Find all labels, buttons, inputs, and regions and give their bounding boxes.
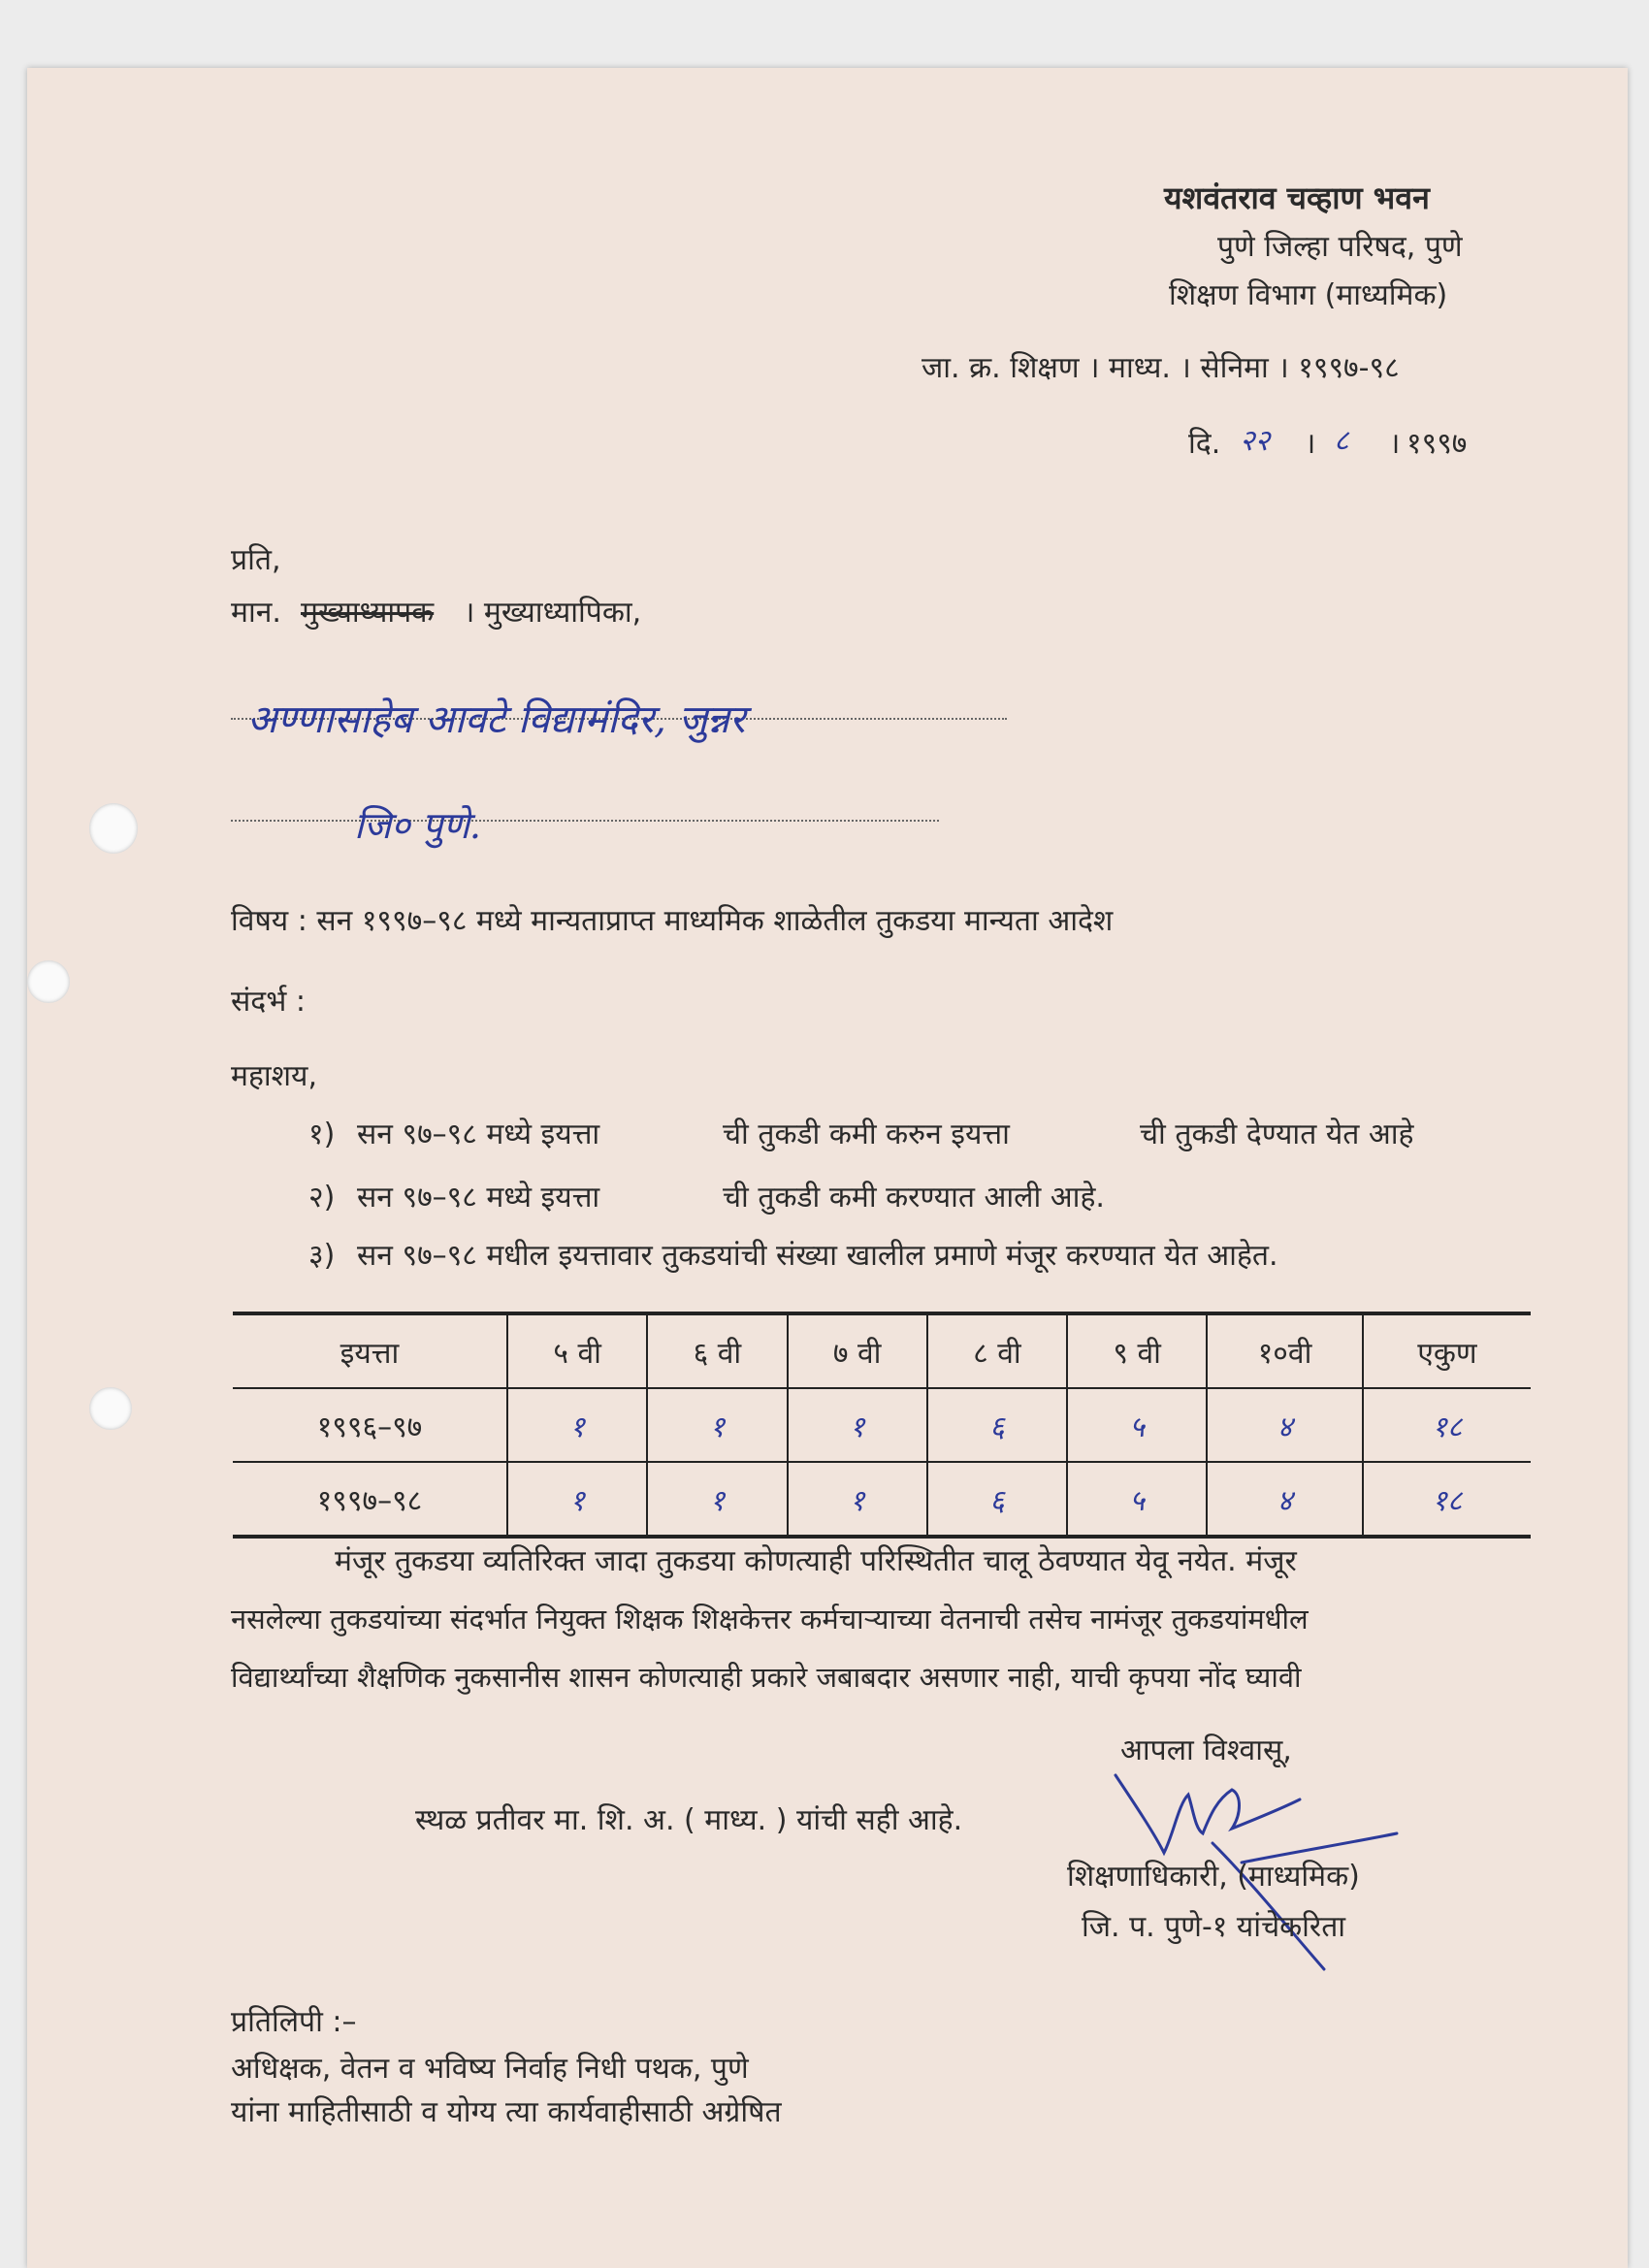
cell-value: १	[507, 1388, 647, 1462]
greeting: महाशय,	[231, 1059, 317, 1093]
punch-hole-bottom	[89, 1387, 132, 1430]
office-department: शिक्षण विभाग (माध्यमिक)	[1169, 278, 1448, 312]
date-year: १९९७	[1406, 427, 1468, 461]
header-8th: ८ वी	[927, 1313, 1067, 1388]
cell-value: ६	[927, 1462, 1067, 1537]
date-sep-1: ।	[1305, 427, 1316, 461]
header-9th: ९ वी	[1067, 1313, 1207, 1388]
table-row	[233, 1388, 1531, 1462]
date-prefix: दि.	[1188, 427, 1221, 461]
point-2-b: ची तुकडी कमी करण्यात आली आहे.	[723, 1181, 1105, 1215]
header-5th: ५ वी	[507, 1313, 647, 1388]
header-6th: ६ वी	[647, 1313, 787, 1388]
place-note: स्थळ प्रतीवर मा. शि. अ. ( माध्य. ) यांची सही आहे.	[415, 1803, 963, 1837]
header-standard: इयत्ता	[233, 1313, 507, 1388]
copy-line-1: अधिक्षक, वेतन व भविष्य निर्वाह निधी पथक, पुणे	[231, 2052, 749, 2086]
copy-heading: प्रतिलिपी :–	[231, 2005, 357, 2039]
school-district: जि० पुणे.	[354, 804, 482, 847]
cell-value: १	[788, 1388, 927, 1462]
copy-line-2: यांना माहितीसाठी व योग्य त्या कार्यवाहीसाठी अग्रेषित	[231, 2095, 782, 2129]
row-year: १९९७–९८	[316, 1483, 423, 1518]
salutation-prefix: मान.	[231, 596, 281, 630]
cell-value: ४	[1207, 1388, 1363, 1462]
struck-headmaster: मुख्याध्यापक	[301, 596, 435, 630]
point-3-num: ३)	[308, 1239, 336, 1273]
cell-value: ५	[1067, 1388, 1207, 1462]
table-header-row	[233, 1313, 1531, 1388]
cell-value: १	[647, 1388, 787, 1462]
point-1-c: ची तुकडी देण्यात येत आहे	[1140, 1118, 1414, 1151]
office-name: यशवंतराव चव्हाण भवन	[1164, 179, 1430, 216]
signatory-office: जि. प. पुणे-१ यांचेकरिता	[1082, 1910, 1346, 1944]
cell-value: ४	[1207, 1462, 1363, 1537]
cell-value: १	[788, 1462, 927, 1537]
point-1-b: ची तुकडी कमी करुन इयत्ता	[723, 1118, 1010, 1151]
address-line-2	[231, 820, 939, 822]
point-2-num: २)	[308, 1181, 336, 1215]
point-1-a: सन ९७–९८ मध्ये इयत्ता	[357, 1118, 600, 1151]
cell-value: ५	[1067, 1462, 1207, 1537]
punch-hole-top	[27, 960, 70, 1003]
header-total: एकुण	[1363, 1313, 1531, 1388]
table-row	[233, 1462, 1531, 1537]
subject-line: विषय : सन १९९७–९८ मध्ये मान्यताप्राप्त माध्यमिक शाळेतील तुकडया मान्यता आदेश	[231, 904, 1114, 938]
reference-label: संदर्भ :	[231, 985, 306, 1019]
header-7th: ७ वी	[788, 1313, 927, 1388]
body-line-2: नसलेल्या तुकडयांच्या संदर्भात नियुक्त शिक्षक शिक्षकेत्तर कर्मचाऱ्याच्या वेतनाची तसेच नामंजूर तुकडयांमधील	[231, 1603, 1309, 1636]
office-district: पुणे जिल्हा परिषद, पुणे	[1217, 230, 1463, 264]
point-2-a: सन ९७–९८ मध्ये इयत्ता	[357, 1181, 600, 1215]
cell-total: १८	[1363, 1462, 1531, 1537]
salutation-suffix: । मुख्याध्यापिका,	[464, 596, 642, 630]
row-year: १९९६–९७	[233, 1388, 507, 1462]
prati-label: प्रति,	[231, 543, 281, 577]
signatory-designation: शिक्षणाधिकारी, (माध्यमिक)	[1067, 1860, 1360, 1894]
cell-value: १	[647, 1462, 787, 1537]
header-10th: १०वी	[1207, 1313, 1363, 1388]
body-line-3: विद्यार्थ्यांच्या शैक्षणिक नुकसानीस शासन कोणत्याही प्रकारे जबाबदार असणार नाही, याची कृपया नोंद घ्यावी	[231, 1661, 1302, 1694]
reference-number: जा. क्र. शिक्षण । माध्य. । सेनिमा । १९९७-९८	[922, 351, 1400, 385]
date-sep-2: ।	[1389, 427, 1401, 461]
point-1-num: १)	[308, 1118, 336, 1151]
point-3-text: सन ९७–९८ मधील इयत्तावार तुकडयांची संख्या खालील प्रमाणे मंजूर करण्यात येत आहेत.	[357, 1239, 1278, 1273]
cell-value: १	[507, 1462, 647, 1537]
date-month: ८	[1334, 424, 1349, 458]
yours-faithfully: आपला विश्वासू,	[1120, 1733, 1292, 1767]
body-line-1: मंजूर तुकडया व्यतिरिक्त जादा तुकडया कोणत्याही परिस्थितीत चालू ठेवण्यात येवू नयेत. मंजूर	[335, 1544, 1297, 1578]
punch-hole-mid	[89, 803, 138, 854]
division-table	[233, 1312, 1531, 1539]
cell-value: ६	[927, 1388, 1067, 1462]
school-name: अण्णासाहेब आवटे विद्यामंदिर, जुन्नर	[247, 697, 746, 742]
cell-total: १८	[1363, 1388, 1531, 1462]
date-day: २२	[1240, 424, 1271, 458]
